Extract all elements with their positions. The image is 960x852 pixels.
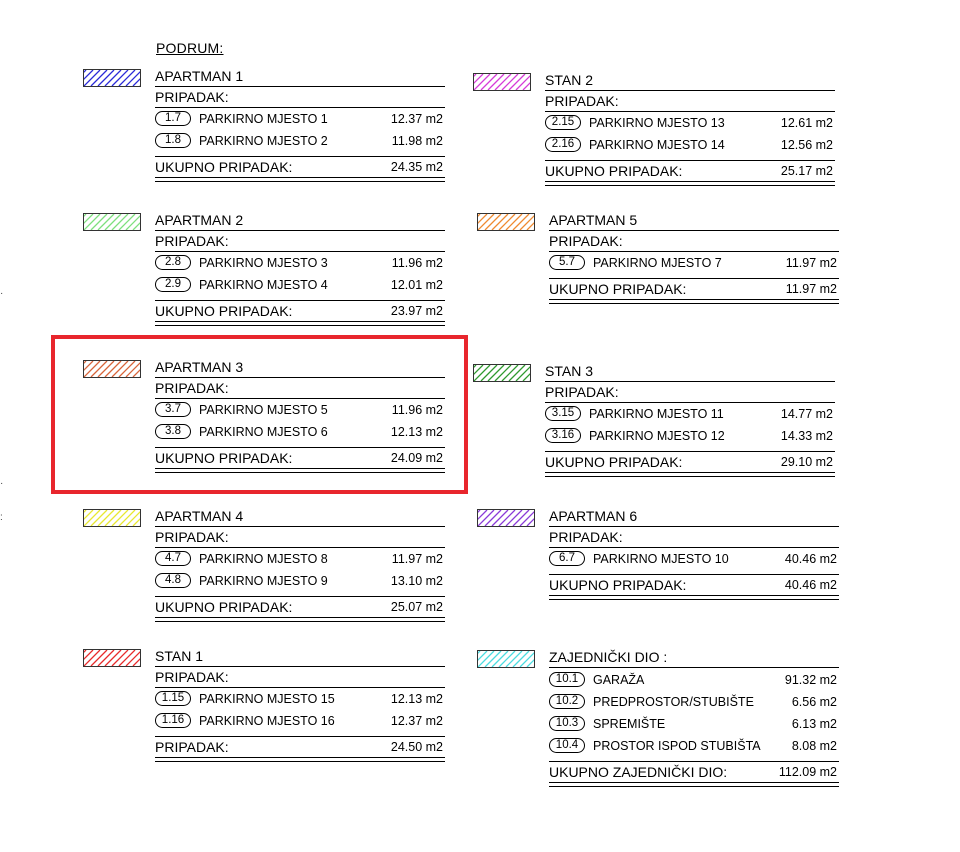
legend-block (545, 64, 835, 189)
block-subtitle: PRIPADAK: (545, 384, 835, 403)
block-total (155, 596, 445, 617)
double-rule (549, 595, 839, 600)
double-rule (155, 757, 445, 762)
item-label: PARKIRNO MJESTO 6 (199, 425, 328, 439)
list-item (545, 136, 835, 154)
item-label: PARKIRNO MJESTO 13 (589, 116, 725, 130)
item-code-badge: 10.4 (549, 738, 585, 753)
block-total (549, 761, 839, 782)
list-item (549, 693, 839, 711)
block-subtitle: PRIPADAK: (545, 93, 835, 112)
total-area: 24.35 m2 (390, 160, 443, 174)
list-item (155, 712, 445, 730)
item-label: PARKIRNO MJESTO 3 (199, 256, 328, 270)
hatch-swatch-icon (477, 650, 535, 668)
item-area: 8.08 m2 (791, 739, 837, 753)
item-area: 6.56 m2 (791, 695, 837, 709)
list-item (549, 671, 839, 689)
list-item (549, 737, 839, 755)
list-item (545, 405, 835, 423)
block-total (155, 156, 445, 177)
hatch-swatch-icon (83, 509, 141, 527)
total-area: 23.97 m2 (390, 304, 443, 318)
double-rule (545, 472, 835, 477)
item-label: GARAŽA (593, 673, 645, 687)
item-label: PARKIRNO MJESTO 8 (199, 552, 328, 566)
total-label: UKUPNO ZAJEDNIČKI DIO: (549, 764, 728, 780)
legend-block (155, 60, 445, 185)
list-item (155, 550, 445, 568)
legend-block (549, 204, 839, 329)
item-code-badge: 10.3 (549, 716, 585, 731)
total-label: UKUPNO PRIPADAK: (155, 159, 293, 175)
legend-block (549, 641, 839, 780)
list-item (549, 550, 839, 568)
block-subtitle: PRIPADAK: (155, 380, 445, 399)
item-label: PROSTOR ISPOD STUBIŠTA (593, 739, 761, 753)
item-area: 12.61 m2 (780, 116, 833, 130)
page-title: PODRUM: (156, 40, 224, 56)
item-code-badge: 3.8 (155, 424, 191, 439)
item-code-badge: 3.16 (545, 428, 581, 443)
hatch-swatch-icon (477, 213, 535, 231)
block-title: APARTMAN 5 (549, 212, 839, 231)
double-rule (545, 181, 835, 186)
item-code-badge: 1.7 (155, 111, 191, 126)
item-code-badge: 6.7 (549, 551, 585, 566)
block-total (545, 160, 835, 181)
item-code-badge: 2.8 (155, 255, 191, 270)
item-area: 91.32 m2 (784, 673, 837, 687)
item-code-badge: 2.9 (155, 277, 191, 292)
item-code-badge: 4.7 (155, 551, 191, 566)
item-area: 13.10 m2 (390, 574, 443, 588)
item-label: PARKIRNO MJESTO 9 (199, 574, 328, 588)
list-item (155, 572, 445, 590)
item-area: 11.97 m2 (785, 256, 837, 270)
item-code-badge: 2.15 (545, 115, 581, 130)
item-area: 12.37 m2 (390, 112, 443, 126)
block-title: ZAJEDNIČKI DIO : (549, 649, 839, 668)
total-label: UKUPNO PRIPADAK: (155, 303, 293, 319)
double-rule (155, 617, 445, 622)
item-area: 11.97 m2 (391, 552, 443, 566)
item-area: 12.37 m2 (390, 714, 443, 728)
item-code-badge: 10.2 (549, 694, 585, 709)
item-label: SPREMIŠTE (593, 717, 666, 731)
list-item (545, 114, 835, 132)
block-title: APARTMAN 1 (155, 68, 445, 87)
item-area: 11.98 m2 (391, 134, 443, 148)
legend-block (155, 640, 445, 765)
hatch-swatch-icon (477, 509, 535, 527)
hatch-swatch-icon (473, 364, 531, 382)
total-label: UKUPNO PRIPADAK: (155, 599, 293, 615)
block-total (545, 451, 835, 472)
list-item (155, 254, 445, 272)
item-code-badge: 1.15 (155, 691, 191, 706)
margin-tick: : (0, 512, 3, 523)
item-label: PARKIRNO MJESTO 14 (589, 138, 725, 152)
list-item (549, 715, 839, 733)
item-code-badge: 4.8 (155, 573, 191, 588)
item-area: 12.01 m2 (390, 278, 443, 292)
block-subtitle: PRIPADAK: (155, 669, 445, 688)
hatch-swatch-icon (83, 213, 141, 231)
block-subtitle: PRIPADAK: (549, 233, 839, 252)
total-area: 11.97 m2 (785, 282, 837, 296)
item-area: 14.77 m2 (780, 407, 833, 421)
item-code-badge: 1.16 (155, 713, 191, 728)
total-area: 29.10 m2 (780, 455, 833, 469)
highlight-frame (51, 335, 468, 494)
list-item (155, 276, 445, 294)
total-label: UKUPNO PRIPADAK: (545, 163, 683, 179)
total-area: 25.07 m2 (390, 600, 443, 614)
total-area: 40.46 m2 (784, 578, 837, 592)
block-subtitle: PRIPADAK: (155, 529, 445, 548)
block-subtitle: PRIPADAK: (155, 89, 445, 108)
block-total (155, 300, 445, 321)
item-label: PARKIRNO MJESTO 11 (589, 407, 724, 421)
total-label: UKUPNO PRIPADAK: (549, 281, 687, 297)
item-code-badge: 10.1 (549, 672, 585, 687)
block-subtitle: PRIPADAK: (155, 233, 445, 252)
total-label: UKUPNO PRIPADAK: (155, 450, 293, 466)
legend-block (549, 500, 839, 625)
total-area: 25.17 m2 (780, 164, 833, 178)
item-area: 6.13 m2 (791, 717, 837, 731)
legend-block (155, 500, 445, 625)
hatch-swatch-icon (83, 649, 141, 667)
item-label: PARKIRNO MJESTO 4 (199, 278, 328, 292)
double-rule (155, 177, 445, 182)
item-label: PARKIRNO MJESTO 5 (199, 403, 328, 417)
item-label: PARKIRNO MJESTO 15 (199, 692, 335, 706)
double-rule (155, 321, 445, 326)
list-item (549, 254, 839, 272)
block-total (155, 736, 445, 757)
total-label: UKUPNO PRIPADAK: (545, 454, 683, 470)
block-title: STAN 1 (155, 648, 445, 667)
margin-tick: · (0, 288, 4, 299)
total-area: 24.50 m2 (390, 740, 443, 754)
double-rule (549, 782, 839, 787)
item-code-badge: 3.15 (545, 406, 581, 421)
item-label: PARKIRNO MJESTO 7 (593, 256, 722, 270)
item-label: PARKIRNO MJESTO 12 (589, 429, 725, 443)
item-label: PARKIRNO MJESTO 16 (199, 714, 335, 728)
total-area: 112.09 m2 (778, 765, 837, 779)
list-item (155, 690, 445, 708)
item-area: 14.33 m2 (780, 429, 833, 443)
list-item (155, 132, 445, 150)
item-area: 11.96 m2 (391, 403, 443, 417)
total-label: PRIPADAK: (155, 739, 229, 755)
total-area: 24.09 m2 (390, 451, 443, 465)
item-code-badge: 1.8 (155, 133, 191, 148)
item-area: 11.96 m2 (391, 256, 443, 270)
item-area: 12.13 m2 (390, 692, 443, 706)
item-label: PARKIRNO MJESTO 2 (199, 134, 328, 148)
hatch-swatch-icon (473, 73, 531, 91)
item-code-badge: 5.7 (549, 255, 585, 270)
item-area: 12.56 m2 (780, 138, 833, 152)
block-total (549, 278, 839, 299)
block-title: APARTMAN 3 (155, 359, 445, 378)
block-total (549, 574, 839, 595)
item-code-badge: 2.16 (545, 137, 581, 152)
item-label: PARKIRNO MJESTO 1 (199, 112, 328, 126)
block-title: APARTMAN 2 (155, 212, 445, 231)
legend-block (155, 204, 445, 329)
total-label: UKUPNO PRIPADAK: (549, 577, 687, 593)
list-item (545, 427, 835, 445)
list-item (155, 110, 445, 128)
item-code-badge: 3.7 (155, 402, 191, 417)
double-rule (549, 299, 839, 304)
block-title: APARTMAN 6 (549, 508, 839, 527)
block-title: APARTMAN 4 (155, 508, 445, 527)
item-label: PARKIRNO MJESTO 10 (593, 552, 729, 566)
block-title: STAN 2 (545, 72, 835, 91)
item-area: 40.46 m2 (784, 552, 837, 566)
hatch-swatch-icon (83, 69, 141, 87)
block-subtitle: PRIPADAK: (549, 529, 839, 548)
margin-tick: · (0, 478, 4, 489)
block-title: STAN 3 (545, 363, 835, 382)
item-label: PREDPROSTOR/STUBIŠTE (593, 695, 754, 709)
legend-block (545, 355, 835, 480)
item-area: 12.13 m2 (390, 425, 443, 439)
